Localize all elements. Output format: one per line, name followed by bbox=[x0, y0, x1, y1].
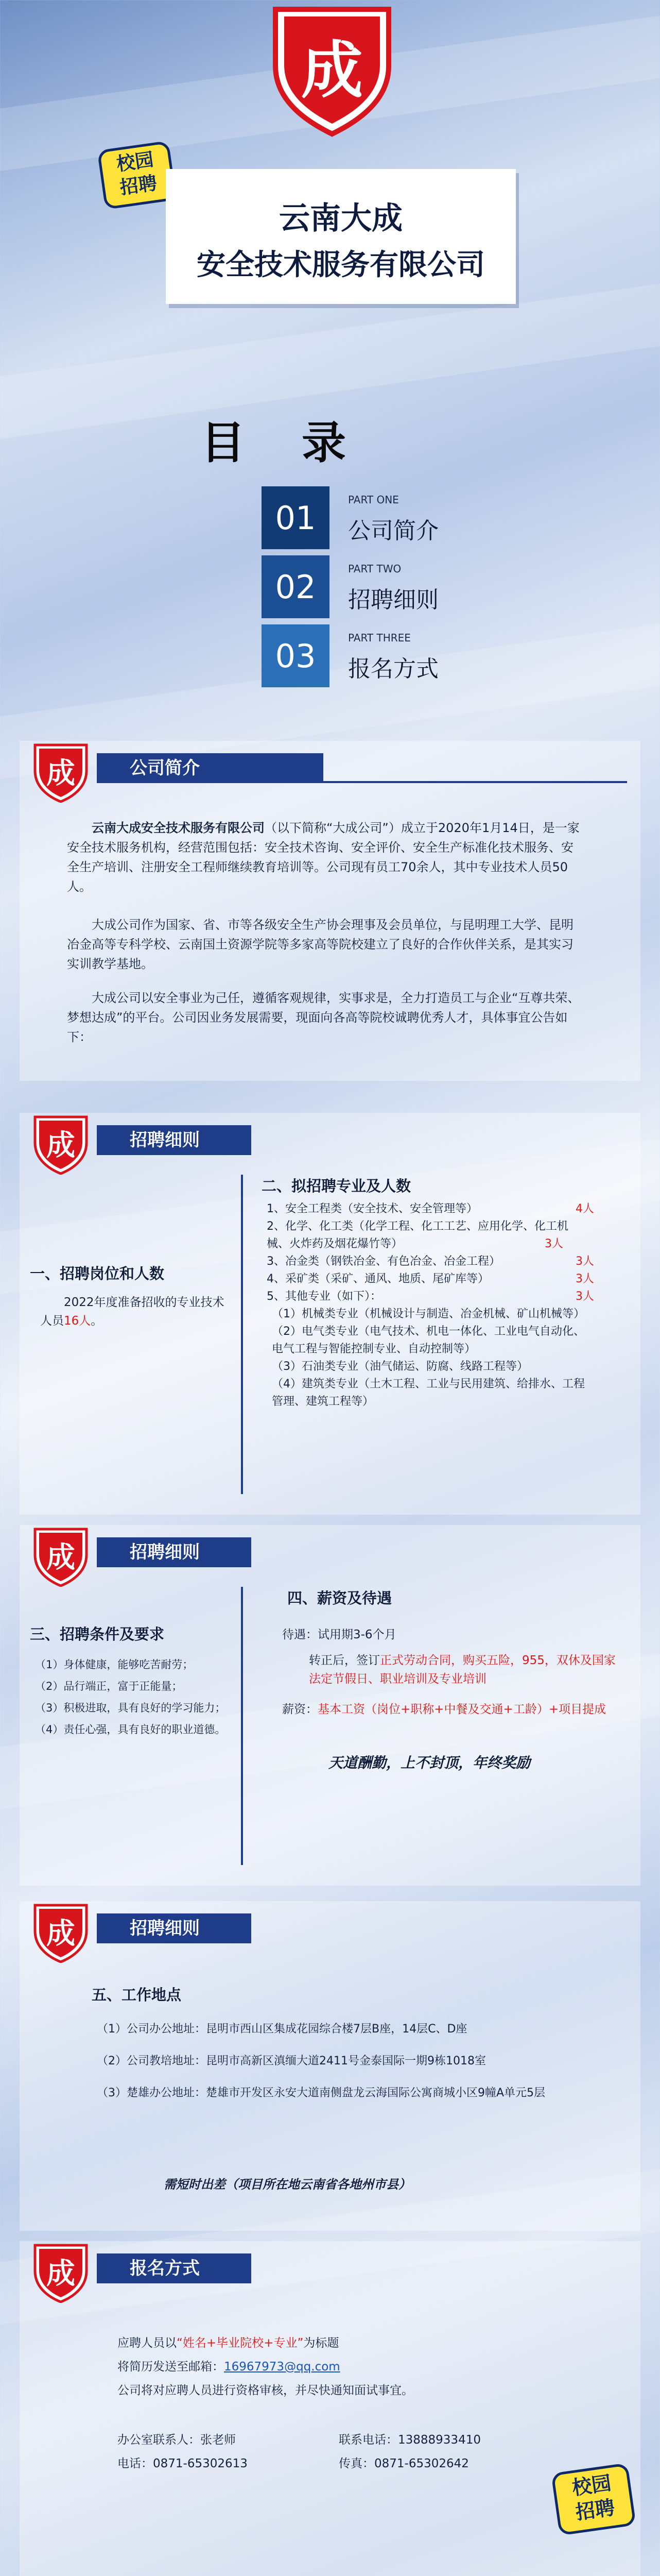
major-count: 3人 bbox=[576, 1290, 594, 1303]
title-box bbox=[166, 169, 516, 304]
svg-text:成: 成 bbox=[46, 1129, 75, 1162]
campus-recruit-badge bbox=[97, 141, 177, 210]
list-item: 1、安全工程类（安全技术、安全管理等） 4人 bbox=[267, 1200, 622, 1218]
major-count: 3人 bbox=[576, 1273, 594, 1285]
apply-review-line: 公司将对应聘人员进行资格审核，并尽快通知面试事宜。 bbox=[117, 2384, 413, 2397]
list-item: 5、其他专业（如下）： 3人 bbox=[267, 1288, 622, 1306]
svg-text:成: 成 bbox=[46, 757, 75, 790]
fax-number: 传真：0871-65302642 bbox=[339, 2457, 469, 2470]
contact-phone: 联系电话：13888933410 bbox=[339, 2433, 481, 2447]
svg-text:成: 成 bbox=[46, 2257, 75, 2291]
major-count: 4人 bbox=[576, 1202, 594, 1215]
divider bbox=[323, 781, 627, 783]
list-item: （3）石油类专业（油气储运、防腐、线路工程等） bbox=[272, 1360, 528, 1373]
majors-list bbox=[267, 1200, 622, 1411]
section-title: 招聘细则 bbox=[97, 1537, 251, 1567]
majors-title: 二、拟招聘专业及人数 bbox=[262, 1177, 411, 1195]
section-header bbox=[20, 1113, 640, 1164]
toc-title: 目 录 bbox=[201, 417, 367, 469]
after-probation-text: 转正后，签订正式劳动合同，购买五险，955，双休及国家法定节假日、职业培训及专业培训 bbox=[309, 1654, 616, 1686]
positions-title: 一、招聘岗位和人数 bbox=[30, 1265, 165, 1282]
svg-text:成: 成 bbox=[46, 1541, 75, 1574]
list-item: （2）公司教培地址：昆明市高新区滇缅大道2411号金泰国际一期9栋1018室 bbox=[97, 2055, 486, 2067]
probation-text: 待遇：试用期3-6个月 bbox=[282, 1628, 396, 1641]
campus-recruit-badge: 校园 招聘 bbox=[551, 2463, 636, 2536]
company-name-bold: 云南大成安全技术服务有限公司 bbox=[92, 821, 265, 835]
intro-paragraph-3: 大成公司以安全事业为己任，遵循客观规律，实事求是，全力打造员工与企业“互尊共荣、梦想达成”的平台。公司因业务发展需要，现面向各高等院校诚聘优秀人才，具体事宜公告如下： bbox=[67, 991, 580, 1044]
travel-note: 需短时出差（项目所在地云南省各地州市县） bbox=[164, 2177, 411, 2192]
section-header bbox=[20, 2241, 640, 2293]
toc-item-recruit[interactable] bbox=[262, 555, 478, 618]
recruit-section-positions bbox=[20, 1113, 640, 1515]
salary-text: 薪资：基本工资（岗位+职称+中餐及交通+工龄）+项目提成 bbox=[282, 1703, 606, 1716]
mini-shield-icon bbox=[30, 741, 92, 803]
toc-cn-label: 公司简介 bbox=[348, 518, 439, 544]
company-title-line1: 云南大成 bbox=[279, 200, 403, 236]
apply-subject-line: 应聘人员以“姓名+毕业院校+专业”为标题 bbox=[117, 2336, 339, 2350]
column-divider bbox=[241, 1175, 243, 1494]
salary-title: 四、薪资及待遇 bbox=[287, 1589, 392, 1607]
badge-line1: 校园 bbox=[115, 149, 155, 176]
mini-shield-icon bbox=[30, 1901, 92, 1963]
salary-slogan: 天道酬勤，上不封顶，年终奖励 bbox=[328, 1754, 531, 1771]
list-item: （1）身体健康，能够吃苦耐劳； bbox=[35, 1658, 194, 1671]
section-title: 报名方式 bbox=[97, 2253, 251, 2283]
office-phone: 电话：0871-65302613 bbox=[117, 2457, 248, 2470]
svg-text:成: 成 bbox=[46, 1917, 75, 1951]
mini-shield-icon bbox=[30, 2241, 92, 2303]
toc-cn-label: 招聘细则 bbox=[348, 587, 439, 613]
intro-text: （以下简称“大成公司”）成立于2020年1月14日，是一家安全技术服务机构，经营范围包括：安全技术咨询、安全评价、安全生产标准化技术服务、安全生产培训、注册安全工程师继续教育培训等。公司现有员工70余人，其中专业技术人员50人。 bbox=[67, 821, 580, 894]
toc-en-label: PART THREE bbox=[348, 632, 411, 644]
toc-number: 03 bbox=[262, 624, 329, 687]
intro-paragraph-1 bbox=[67, 818, 582, 896]
positions-text: 2022年度准备招收的专业技术人员16人。 bbox=[40, 1296, 224, 1328]
recruit-section-conditions bbox=[20, 1525, 640, 1886]
location-title: 五、工作地点 bbox=[92, 1986, 182, 2004]
contact-person: 办公室联系人：张老师 bbox=[117, 2433, 236, 2447]
section-header bbox=[20, 741, 640, 792]
major-count: 3人 bbox=[576, 1255, 594, 1268]
section-title: 公司简介 bbox=[97, 753, 323, 783]
conditions-title: 三、招聘条件及要求 bbox=[30, 1625, 165, 1643]
positions-count: 16人 bbox=[64, 1314, 91, 1328]
recruit-section-location bbox=[20, 1901, 640, 2231]
list-item: （3）积极进取，具有良好的学习能力； bbox=[35, 1702, 226, 1714]
intro-section bbox=[20, 741, 640, 1081]
list-item: （1）机械类专业（机械设计与制造、冶金机械、矿山机械等） bbox=[272, 1308, 585, 1320]
section-header bbox=[20, 1525, 640, 1577]
list-item: 4、采矿类（采矿、通风、地质、尾矿库等） 3人 bbox=[267, 1270, 622, 1288]
toc-cn-label: 报名方式 bbox=[348, 656, 439, 682]
apply-email-line: 将简历发送至邮箱：16967973@qq.com bbox=[117, 2360, 340, 2374]
location-list bbox=[97, 2020, 612, 2103]
list-item: （2）电气类专业（电气技术、机电一体化、工业电气自动化、电气工程与智能控制专业、自动控制等） bbox=[272, 1325, 585, 1355]
apply-section bbox=[20, 2241, 640, 2576]
mini-shield-icon bbox=[30, 1525, 92, 1587]
list-item: 2、化学、化工类（化学工程、化工工艺、应用化学、化工机械、火炸药及烟花爆竹等） 3人 bbox=[267, 1218, 576, 1253]
list-item: （4）建筑类专业（土木工程、工业与民用建筑、给排水、工程管理、建筑工程等） bbox=[272, 1378, 585, 1408]
toc-number: 02 bbox=[262, 555, 329, 618]
list-item: （1）公司办公地址：昆明市西山区集成花园综合楼7层B座，14层C、D座 bbox=[97, 2023, 467, 2036]
company-logo-shield bbox=[268, 4, 396, 138]
toc-en-label: PART TWO bbox=[348, 563, 402, 575]
toc-number: 01 bbox=[262, 486, 329, 549]
logo-char: 成 bbox=[301, 35, 363, 107]
company-title-line2: 安全技术服务有限公司 bbox=[197, 248, 485, 282]
section-title: 招聘细则 bbox=[97, 1125, 251, 1155]
toc-item-apply[interactable] bbox=[262, 624, 478, 687]
mini-shield-icon bbox=[30, 1113, 92, 1175]
major-count: 3人 bbox=[545, 1238, 563, 1250]
list-item: （4）责任心强，具有良好的职业道德。 bbox=[35, 1723, 226, 1736]
conditions-list bbox=[35, 1654, 225, 1740]
toc-item-intro[interactable] bbox=[262, 486, 478, 549]
email-link[interactable]: 16967973@qq.com bbox=[224, 2360, 340, 2374]
toc-en-label: PART ONE bbox=[348, 494, 399, 506]
intro-paragraph-2: 大成公司作为国家、省、市等各级安全生产协会理事及会员单位，与昆明理工大学、昆明冶金高等专科学校、云南国土资源学院等多家高等院校建立了良好的合作伙伴关系，是其实习实训教学基地。 bbox=[67, 918, 574, 971]
section-header bbox=[20, 1901, 640, 1953]
section-title: 招聘细则 bbox=[97, 1913, 251, 1943]
list-item: （2）品行端正，富于正能量； bbox=[35, 1680, 183, 1692]
list-item: 3、冶金类（钢铁冶金、有色冶金、冶金工程） 3人 bbox=[267, 1253, 622, 1270]
badge-line2: 招聘 bbox=[118, 172, 159, 199]
column-divider bbox=[241, 1587, 243, 1865]
list-item: （3）楚雄办公地址：楚雄市开发区永安大道南侧盘龙云海国际公寓商城小区9幢A单元5层 bbox=[97, 2087, 546, 2099]
